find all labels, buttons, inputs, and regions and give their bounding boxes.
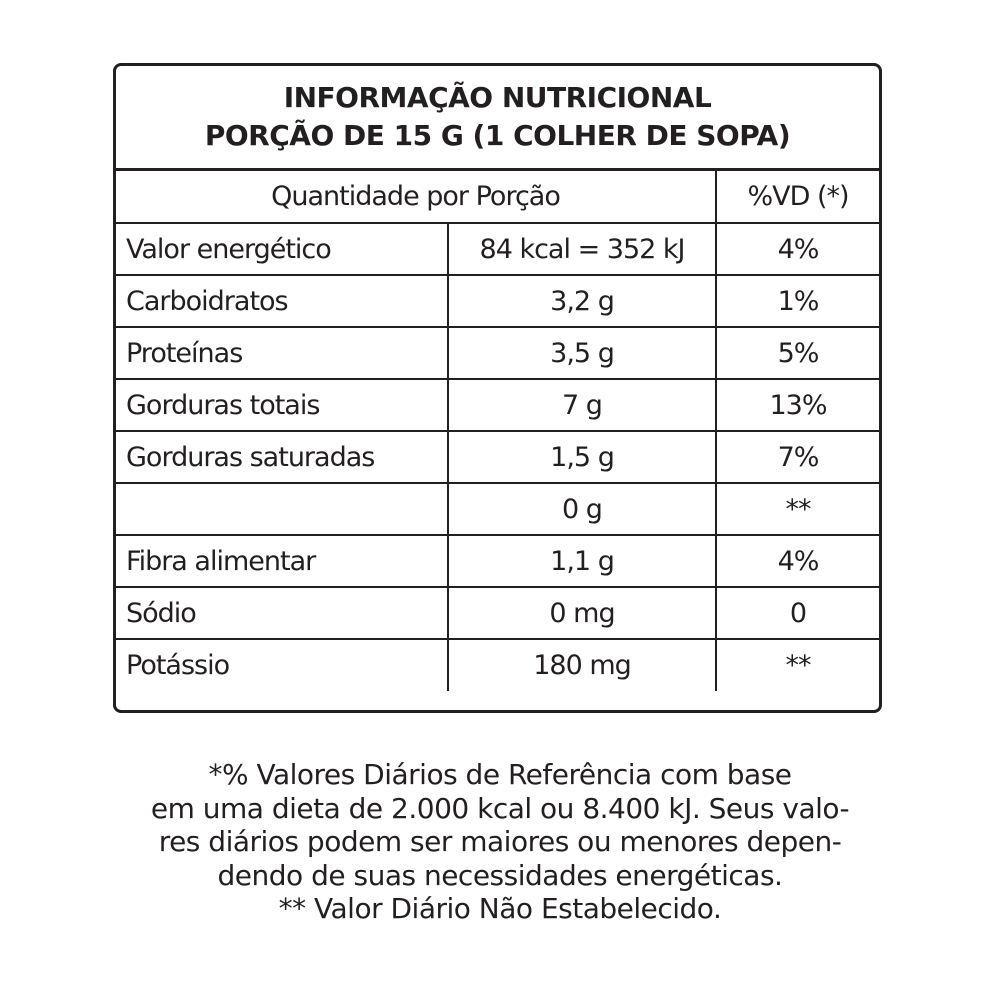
nutrient-amount: 1,5 g xyxy=(448,431,716,483)
nutrient-name: Fibra alimentar xyxy=(116,535,448,587)
nutrient-vd: ** xyxy=(716,483,879,535)
nutrient-vd: 1% xyxy=(716,275,879,327)
table-row xyxy=(116,379,879,431)
nutrient-amount: 0 g xyxy=(448,483,716,535)
nutrient-vd: 4% xyxy=(716,535,879,587)
nutrient-vd: 0 xyxy=(716,587,879,639)
footnote xyxy=(60,758,940,926)
nutrient-amount: 0 mg xyxy=(448,587,716,639)
nutrient-vd: 4% xyxy=(716,223,879,275)
table-row xyxy=(116,223,879,275)
nutrient-amount: 7 g xyxy=(448,379,716,431)
nutrient-vd: 13% xyxy=(716,379,879,431)
table-row xyxy=(116,431,879,483)
nutrient-name: Gorduras totais xyxy=(116,379,448,431)
table-title xyxy=(116,66,879,171)
nutrient-table xyxy=(116,171,879,691)
nutrient-amount: 1,1 g xyxy=(448,535,716,587)
nutrient-amount: 3,5 g xyxy=(448,327,716,379)
quantity-header: Quantidade por Porção xyxy=(116,171,716,223)
nutrient-name xyxy=(116,483,448,535)
vd-header: %VD (*) xyxy=(716,171,879,223)
table-row xyxy=(116,639,879,691)
nutrient-amount: 3,2 g xyxy=(448,275,716,327)
nutrient-vd: 5% xyxy=(716,327,879,379)
table-row xyxy=(116,535,879,587)
nutrient-name: Potássio xyxy=(116,639,448,691)
serving-size: PORÇÃO DE 15 G (1 COLHER DE SOPA) xyxy=(204,119,791,152)
table-row xyxy=(116,275,879,327)
table-row xyxy=(116,327,879,379)
footnote-line: *% Valores Diários de Referência com base xyxy=(208,758,792,791)
table-row xyxy=(116,587,879,639)
nutrient-name: Valor energético xyxy=(116,223,448,275)
nutrient-amount: 180 mg xyxy=(448,639,716,691)
footnote-line: em uma dieta de 2.000 kcal ou 8.400 kJ. Seus valo- xyxy=(150,791,850,825)
nutrient-vd: 7% xyxy=(716,431,879,483)
table-header-row xyxy=(116,171,879,223)
nutrition-facts-table xyxy=(113,63,882,713)
title-heading: INFORMAÇÃO NUTRICIONAL xyxy=(283,81,712,114)
footnote-line: ** Valor Diário Não Estabelecido. xyxy=(278,892,722,925)
nutrient-vd: ** xyxy=(716,639,879,691)
footnote-line: res diários podem ser maiores ou menores depen- xyxy=(158,825,842,858)
nutrient-amount: 84 kcal = 352 kJ xyxy=(448,223,716,275)
nutrient-name: Gorduras saturadas xyxy=(116,431,448,483)
nutrient-name: Carboidratos xyxy=(116,275,448,327)
footnote-line: dendo de suas necessidades energéticas. xyxy=(217,858,783,892)
nutrient-name: Sódio xyxy=(116,587,448,639)
nutrient-name: Proteínas xyxy=(116,327,448,379)
table-row xyxy=(116,483,879,535)
